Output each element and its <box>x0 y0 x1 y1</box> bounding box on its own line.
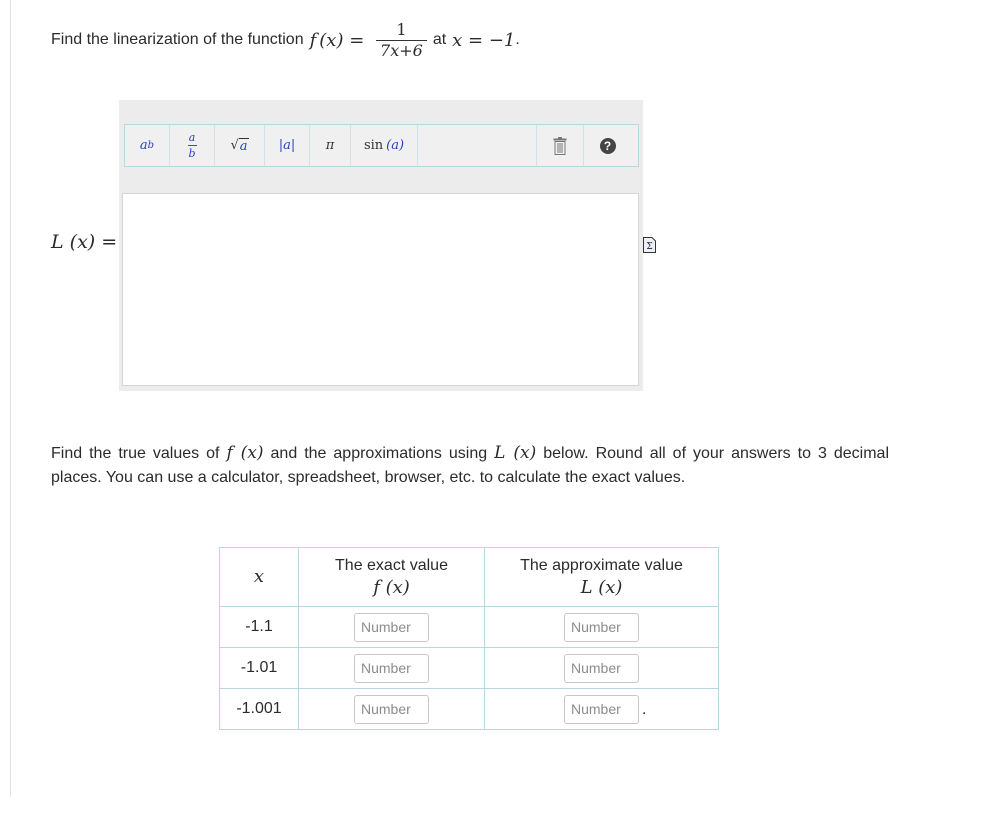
math-editor <box>119 100 643 391</box>
question-suffix: . <box>515 31 520 48</box>
instructions-L: L (x) <box>494 443 537 463</box>
function-fraction <box>376 19 427 60</box>
fraction-icon <box>188 132 197 159</box>
pi-label: π <box>325 138 335 153</box>
fraction-bar <box>188 145 197 146</box>
linearization-label: L (x) = <box>51 231 118 253</box>
left-border <box>10 0 11 797</box>
table-row <box>220 648 719 689</box>
table-row <box>220 607 719 648</box>
instructions-part1: Find the true values of <box>51 445 220 462</box>
power-button[interactable] <box>125 125 170 166</box>
at-word: at <box>432 31 447 48</box>
x-value: -1.01 <box>220 648 299 689</box>
approx-input-2[interactable] <box>564 654 639 683</box>
sin-button[interactable] <box>351 125 418 166</box>
header-exact-expr: f (x) <box>373 577 410 598</box>
at-expression: x = −1 <box>452 29 516 51</box>
trash-icon <box>553 137 567 155</box>
header-x-label: x <box>253 565 265 587</box>
instructions <box>51 441 889 490</box>
question-prompt <box>51 20 520 60</box>
sin-arg: (a) <box>386 138 405 153</box>
trailing-period: . <box>642 701 647 718</box>
instructions-f: f (x) <box>226 443 264 463</box>
instructions-part2: and the approximations using <box>270 445 488 462</box>
table-header-row <box>220 548 719 607</box>
sqrt-icon: √ <box>230 138 239 153</box>
header-exact <box>299 548 485 607</box>
power-base: a <box>139 138 148 153</box>
fraction-icon-num: a <box>188 131 196 144</box>
fraction-button[interactable] <box>170 125 215 166</box>
answer-input-area[interactable] <box>122 193 639 386</box>
instructions-part3: below. Round all of your answers to 3 decimal places. You can use a calculator, spreadsheet, browser, etc. to calculate the exact values. <box>51 445 890 486</box>
function-name: f <box>309 29 317 51</box>
header-approx <box>485 548 719 607</box>
header-x <box>220 548 299 607</box>
clear-button[interactable] <box>537 125 584 166</box>
sqrt-var: a <box>239 138 248 154</box>
fraction-numerator: 1 <box>396 19 407 39</box>
header-exact-label: The exact value <box>335 557 448 574</box>
header-approx-label: The approximate value <box>520 557 683 574</box>
fraction-icon-den: b <box>188 147 196 160</box>
approx-input-3[interactable] <box>564 695 639 724</box>
equation-preview-icon[interactable] <box>643 237 656 253</box>
power-exponent: b <box>147 140 155 151</box>
equals-sign: = <box>343 29 371 51</box>
help-icon: ? <box>600 138 616 154</box>
toolbar-spacer <box>418 125 537 166</box>
sin-label: sin <box>363 138 384 153</box>
abs-label: |a| <box>278 138 296 153</box>
exact-input-3[interactable] <box>354 695 429 724</box>
math-toolbar <box>124 124 639 167</box>
approx-input-1[interactable] <box>564 613 639 642</box>
svg-text:Σ: Σ <box>646 242 653 252</box>
question-prefix: Find the linearization of the function <box>51 31 304 48</box>
x-value: -1.1 <box>220 607 299 648</box>
function-var: (x) <box>319 29 344 51</box>
x-value: -1.001 <box>220 689 299 730</box>
sqrt-button[interactable] <box>215 125 265 166</box>
pi-button[interactable] <box>310 125 351 166</box>
exact-input-1[interactable] <box>354 613 429 642</box>
fraction-denominator: 7x+6 <box>376 40 427 59</box>
abs-button[interactable] <box>265 125 310 166</box>
header-approx-expr: L (x) <box>580 577 623 598</box>
exact-input-2[interactable] <box>354 654 429 683</box>
help-button[interactable] <box>584 125 631 166</box>
